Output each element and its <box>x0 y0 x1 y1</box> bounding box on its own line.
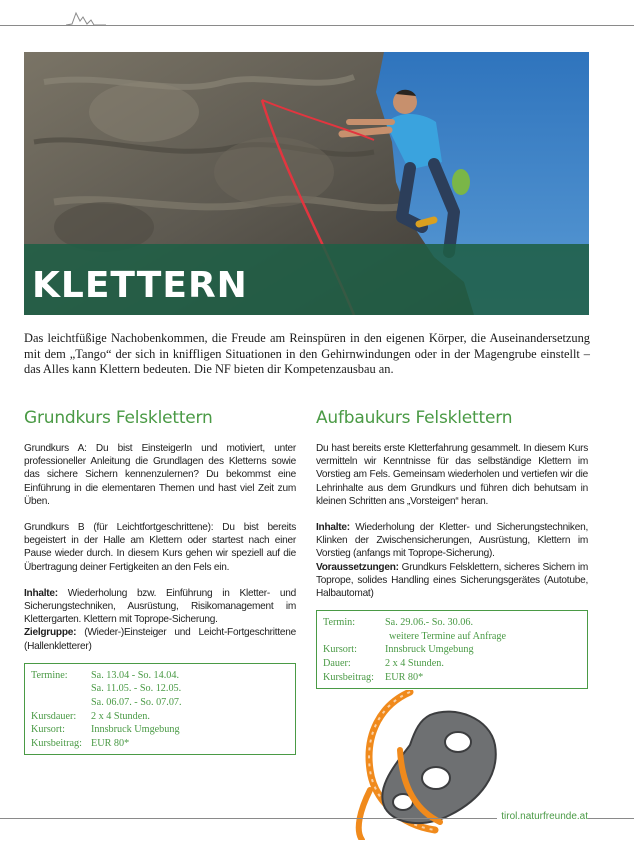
termine-value-3: Sa. 06.07. - So. 07.07. <box>91 697 182 709</box>
termin-value-2: weitere Termine auf Anfrage <box>389 630 507 642</box>
inhalte-text: Wiederholung bzw. Einführung in Kletter- und Sicherungstechniken, Ausrüstung, Risikomanagement im Klettergarten. Klettern mit Toprope-Sicherung. <box>24 587 296 626</box>
table-row <box>31 737 182 751</box>
grundkurs-section <box>24 407 296 755</box>
termine-value-1: Sa. 13.04 - So. 14.04. <box>91 669 180 681</box>
table-row <box>31 669 182 683</box>
grundkurs-b-paragraph: Grundkurs B (für Leichtfortgeschrittene): Du bist bereits begeistert in der Halle am Klettern oder startest nach einer Pause wieder durch. In diesem Kurs gehen wir speziell auf die Übertragung deiner Fertigkeiten an den Fels ein. <box>24 522 296 573</box>
grundkurs-info-table <box>31 669 182 751</box>
aufbaukurs-title: Aufbaukurs Felsklettern <box>316 408 513 428</box>
kursort-value: Innsbruck Umgebung <box>91 724 180 736</box>
kursort-label: Kursort: <box>323 644 357 656</box>
table-row <box>31 710 182 724</box>
footer-url[interactable]: tirol.naturfreunde.at <box>497 811 588 822</box>
mountain-peaks-icon <box>66 8 106 26</box>
kursdauer-label: Kursdauer: <box>31 710 77 722</box>
dauer-label: Dauer: <box>323 658 351 670</box>
aufbaukurs-inhalte <box>316 521 588 561</box>
grundkurs-info-box <box>24 663 296 756</box>
zielgruppe-text: (Wieder-)Einsteiger und Leicht-Fortgeschrittene (Hallenkletterer) <box>24 627 296 652</box>
dauer-value: 2 x 4 Stunden. <box>385 658 444 670</box>
table-row <box>31 696 182 710</box>
aufbaukurs-info-box <box>316 610 588 689</box>
table-row <box>323 616 506 630</box>
inhalte-label: Inhalte: <box>24 587 58 599</box>
table-row <box>323 671 506 685</box>
grundkurs-zielgruppe <box>24 626 296 652</box>
termin-value-1: Sa. 29.06.- So. 30.06. <box>385 617 474 629</box>
hero-title: KLETTERN <box>32 265 248 306</box>
termine-value-2: Sa. 11.05. - So. 12.05. <box>91 683 182 695</box>
kursort-label: Kursort: <box>31 724 65 736</box>
zielgruppe-label: Zielgruppe: <box>24 627 77 639</box>
hero-image <box>24 52 589 315</box>
aufbaukurs-voraussetzungen <box>316 561 588 601</box>
inhalte-label: Inhalte: <box>316 522 350 534</box>
kursbeitrag-label: Kursbeitrag: <box>31 737 82 749</box>
table-row <box>323 657 506 671</box>
table-row <box>31 723 182 737</box>
grundkurs-title: Grundkurs Felsklettern <box>24 408 213 428</box>
grundkurs-inhalte <box>24 587 296 627</box>
kursbeitrag-value: EUR 80* <box>91 737 130 749</box>
kursdauer-value: 2 x 4 Stunden. <box>91 710 150 722</box>
kursort-value: Innsbruck Umgebung <box>385 644 474 656</box>
table-row <box>323 643 506 657</box>
termin-label: Termin: <box>323 617 356 629</box>
termine-label: Termine: <box>31 669 68 681</box>
voraussetzungen-label: Voraussetzungen: <box>316 561 399 573</box>
aufbaukurs-paragraph: Du hast bereits erste Kletterfahrung gesammelt. In diesem Kurs vermitteln wir Kenntnisse für das selbständige Klettern im Vorstieg am Fels. Gemeinsam wiederholen und vertiefen wir die Lehrinhalte aus dem Grundkurs und führen dich behutsam in kleinen Schritten ans „Vorsteigen“ heran. <box>316 443 588 507</box>
header-rule <box>0 25 634 26</box>
table-row <box>31 682 182 696</box>
aufbaukurs-info-table <box>323 616 506 684</box>
kursbeitrag-value: EUR 80* <box>385 671 424 683</box>
grundkurs-a-paragraph: Grundkurs A: Du bist EinsteigerIn und motiviert, unter professioneller Anleitung die Grundlagen des Kletterns sowie das sichere Sichern kennenzulernen? Du bekommst eine Einführung in die elementaren Themen und hast viel Zeit zum Üben. <box>24 443 296 507</box>
inhalte-text: Wiederholung der Kletter- und Sicherungstechniken, Klinken der Zwischensicherungen, Ausrüstung, Klettern im Vorstieg (anfangs mit Toprope-Sicherung). <box>316 522 588 560</box>
intro-paragraph: Das leichtfüßige Nachobenkommen, die Freude am Reinspüren in den eigenen Körper, die Auseinandersetzung mit dem „Tango“ der sich in kniffligen Situationen in den Gehirnwindungen oder in der Magengrube einstellt – das Alles kann Klettern bedeuten. Die NF bieten dir Kompetenzausbau an. <box>24 331 590 377</box>
table-row <box>323 630 506 644</box>
voraussetzungen-text: Grundkurs Felsklettern, sicheres Sichern im Toprope, solides Handling eines Sicherungsgerätes (Autotube, Halbautomat) <box>316 561 588 600</box>
aufbaukurs-section <box>316 407 588 689</box>
kursbeitrag-label: Kursbeitrag: <box>323 671 374 683</box>
